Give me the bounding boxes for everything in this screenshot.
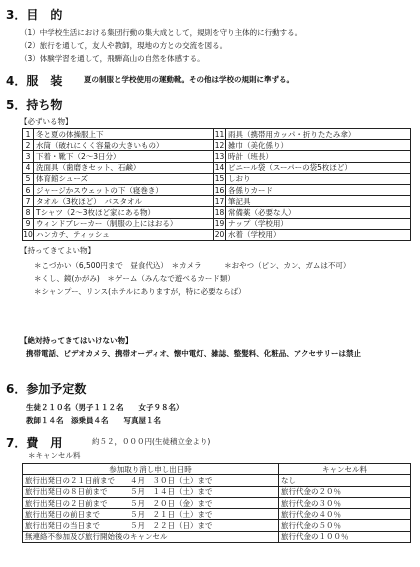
item-number: 17 [214,196,225,206]
purpose-line-2: （2）旅行を通して，友人や教師，現地の方との交流を図る。 [20,41,228,50]
item-name: ウィンドブレーカー（制服の上にはおる） [34,218,214,229]
item-number: 18 [214,207,225,217]
item-number: 14 [214,163,225,173]
table-row [23,531,411,542]
fee-row-date: 旅行出発日の８日前まで ５月 １４日（土）まで [23,486,279,497]
section-4-heading: 4．服 装 [6,74,63,88]
fee-row-date: 旅行出発日の当日まで ５月 ２２日（日）まで [23,520,279,531]
table-row [23,229,411,240]
item-name: ジャージかスウェットの下（寝巻き） [34,184,214,195]
optional-line-3: ＊シャンプー、リンス(ホテルにありますが，特に必要ならば） [34,287,246,296]
table-row [23,184,411,195]
item-name: 水着（学校用） [226,229,411,240]
item-number: 19 [214,219,225,229]
item-number: 10 [23,230,33,240]
table-row [23,151,411,162]
item-name: ハンカチ、ティッシュ [34,229,214,240]
table-row [23,129,411,140]
item-name: 時計（班長） [226,151,411,162]
item-name: 冬と夏の体操服上下 [34,129,214,140]
table-row [23,497,411,508]
item-name: しおり [226,173,411,184]
optional-items-label: 【持ってきてよい物】 [20,246,95,255]
required-items-label: 【必ずいる物】 [20,117,73,126]
fee-row-amount: なし [279,475,411,486]
item-number: 13 [214,151,225,161]
section-5-heading: 5．持ち物 [6,98,63,112]
cost-amount: 約５２，０００円(生徒積立金より) [92,437,211,446]
item-name: 常備薬（必要な人） [226,207,411,218]
item-number: 3 [23,151,34,162]
table-row [23,509,411,520]
table-row [23,486,411,497]
item-name: 各係りカード [226,184,411,195]
fee-table-header-fee: キャンセル料 [279,464,411,475]
table-row [23,173,411,184]
fee-row-amount: 旅行代金の５０％ [279,520,411,531]
section-6-heading: 6．参加予定数 [6,382,87,396]
forbidden-items-text: 携帯電話、ビデオカメラ、携帯オーディオ、懐中電灯、雑誌、整髪料、化粧品、アクセサリーは禁止 [26,349,362,358]
item-number: 7 [23,196,34,207]
table-row [23,140,411,151]
fee-row-date: 無連絡不参加及び旅行開始後のキャンセル [23,531,279,542]
item-number: 2 [23,140,34,151]
table-row [23,218,411,229]
item-number: 20 [214,230,225,240]
item-number: 12 [214,140,225,150]
item-number: 9 [23,218,34,229]
item-number: 11 [214,129,225,139]
item-number: 16 [214,185,225,195]
item-name: 雑巾（美化係り） [226,140,411,151]
table-row [23,162,411,173]
fee-row-amount: 旅行代金の３０％ [279,497,411,508]
item-name: 雨具（携帯用カッパ・折りたたみ傘） [226,129,411,140]
item-number: 15 [214,174,225,184]
required-items-table [22,128,411,241]
item-name: 下着・靴下（2～3日分） [34,151,214,162]
participants-line-1: 生徒２１０名（男子１１２名 女子９８名） [26,403,184,412]
item-name: Tシャツ（2～3枚ほど家にある物） [34,207,214,218]
section-7-heading: 7．費 用 [6,436,63,450]
section-3-heading: 3．目 的 [6,8,63,22]
table-row [23,207,411,218]
item-name: 洗面具（歯磨きセット、石鹸） [34,162,214,173]
item-name: 筆記具 [226,196,411,207]
purpose-line-1: （1）中学校生活における集団行動の集大成として，規則を守り主体的に行動する。 [20,28,303,37]
dress-code-text: 夏の制服と学校使用の運動靴。その他は学校の規則に準ずる。 [84,75,294,84]
item-number: 5 [23,173,34,184]
item-name: ナップ（学校用） [226,218,411,229]
fee-table-header-date: 参加取り消し申し出日時 [23,464,279,475]
fee-row-date: 旅行出発日の前日まで ５月 ２１日（土）まで [23,509,279,520]
optional-line-1: ＊こづかい（6,500円まで 昼食代込） ＊カメラ ＊おやつ（ピン、カン、ガムは不可） [34,261,351,270]
optional-line-2: ＊くし、鏡(かがみ) ＊ゲーム（みんなで遊べるカード類） [34,274,235,283]
fee-row-date: 旅行出発日の２日前まで ５月 ２０日（金）まで [23,497,279,508]
item-name: 水筒（破れにくく容量の大きいもの） [34,140,214,151]
item-name: 体育館シューズ [34,173,214,184]
item-name: タオル（3枚ほど） バスタオル [34,196,214,207]
item-number: 4 [23,162,34,173]
forbidden-items-label: 【絶対持ってきてはいけない物】 [20,336,133,345]
fee-row-amount: 旅行代金の１００％ [279,531,411,542]
item-name: ビニール袋（スーパーの袋5枚ほど） [226,162,411,173]
cancellation-fee-label: ＊キャンセル料 [28,451,81,460]
fee-row-date: 旅行出発日の２１日前まで ４月 ３０日（土）まで [23,475,279,486]
table-row [23,475,411,486]
cancellation-fee-table [22,463,411,543]
fee-row-amount: 旅行代金の２０％ [279,486,411,497]
fee-row-amount: 旅行代金の４０％ [279,509,411,520]
table-row [23,520,411,531]
item-number: 8 [23,207,34,218]
item-number: 6 [23,184,34,195]
purpose-line-3: （3）体験学習を通して，飛騨高山の自然を体感する。 [20,54,205,63]
participants-line-2: 教師１４名 添乗員４名 写真屋１名 [26,416,161,425]
table-row [23,196,411,207]
item-number: 1 [23,129,34,140]
